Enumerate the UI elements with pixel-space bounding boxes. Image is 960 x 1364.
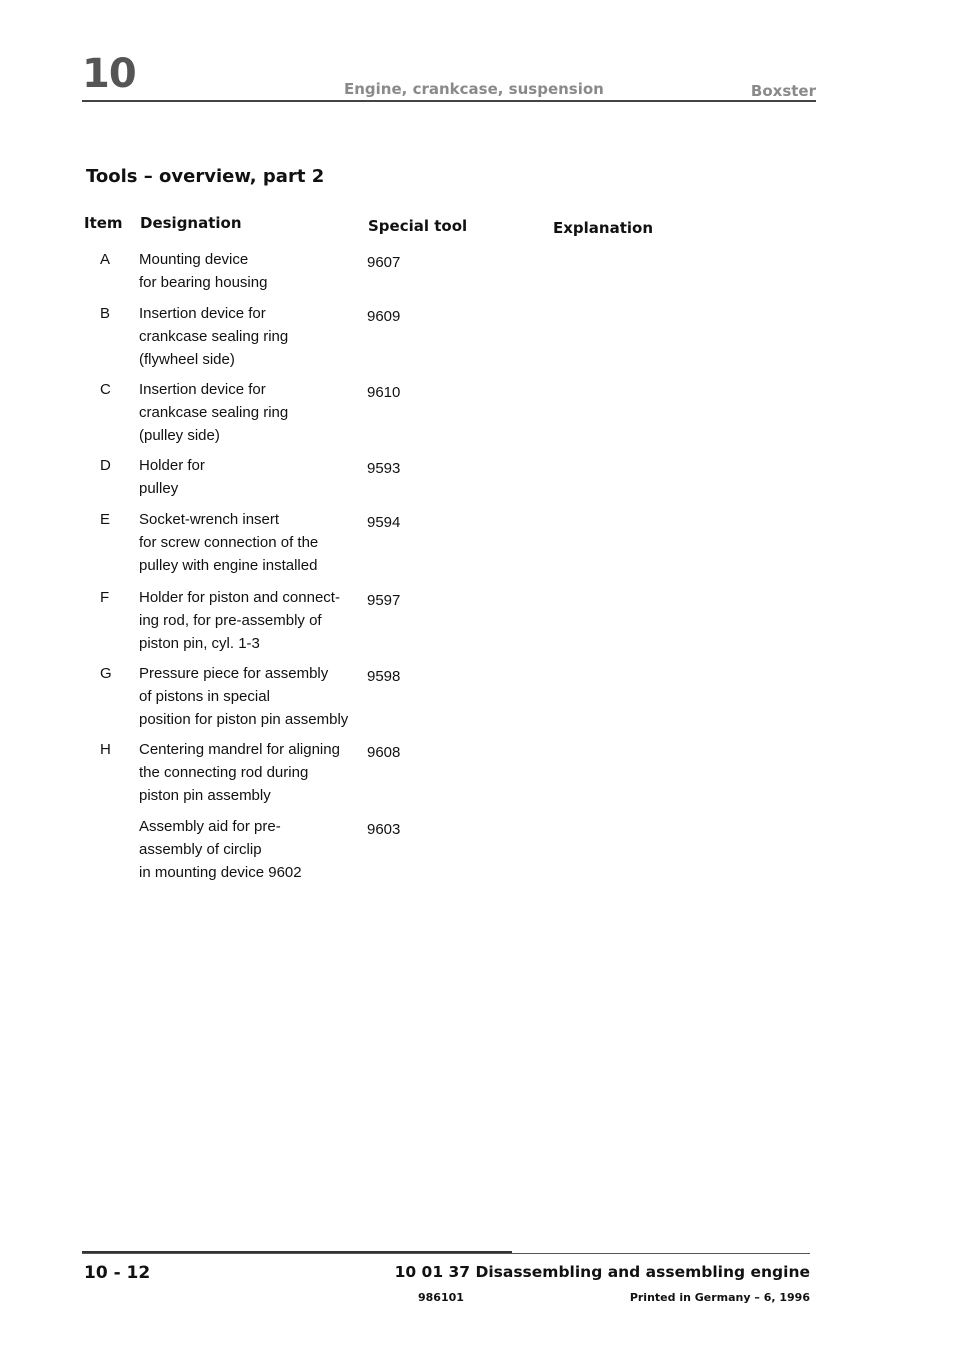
designation-line: of pistons in special — [139, 688, 270, 705]
designation-line: pulley — [139, 480, 179, 497]
designation-line: (flywheel side) — [139, 351, 235, 368]
row-special-tool: 9608 — [367, 744, 401, 761]
row-item-letter: E — [100, 511, 111, 528]
row-item-letter: H — [100, 741, 111, 758]
designation-line: crankcase sealing ring — [139, 404, 289, 421]
footer-rule — [82, 1253, 810, 1254]
row-special-tool: 9597 — [367, 592, 401, 609]
row-item-letter: F — [100, 589, 110, 606]
designation-line: the connecting rod during — [139, 764, 309, 781]
chapter-subject: Engine, crankcase, suspension — [344, 80, 604, 98]
row-designation — [139, 662, 359, 731]
header-rule — [82, 100, 816, 102]
section-title: 10 01 37 Disassembling and assembling engine — [394, 1263, 810, 1281]
row-special-tool: 9607 — [367, 254, 401, 271]
row-designation — [139, 378, 359, 447]
designation-line: pulley with engine installed — [139, 557, 318, 574]
page-header — [82, 52, 816, 106]
page-number: 10 - 12 — [84, 1263, 151, 1283]
vehicle-model: Boxster — [750, 82, 816, 100]
row-item-letter: D — [100, 457, 111, 474]
designation-line: Holder for piston and connect- — [139, 589, 340, 606]
designation-line: for screw connection of the — [139, 534, 319, 551]
row-designation — [139, 302, 359, 371]
column-header-item: Item — [84, 214, 123, 232]
designation-line: crankcase sealing ring — [139, 328, 289, 345]
designation-line: Socket-wrench insert — [139, 511, 280, 528]
row-special-tool: 9603 — [367, 821, 401, 838]
row-designation — [139, 248, 359, 294]
column-header-special-tool: Special tool — [368, 217, 468, 235]
designation-line: piston pin, cyl. 1-3 — [139, 635, 260, 652]
page-title: Tools – overview, part 2 — [86, 166, 325, 187]
row-designation — [139, 815, 359, 884]
print-info: Printed in Germany – 6, 1996 — [629, 1291, 810, 1304]
row-designation — [139, 508, 359, 577]
row-special-tool: 9594 — [367, 514, 401, 531]
row-item-letter: G — [100, 665, 112, 682]
column-header-explanation: Explanation — [553, 219, 654, 237]
row-special-tool: 9593 — [367, 460, 401, 477]
chapter-number: 10 — [82, 51, 136, 97]
designation-line: position for piston pin assembly — [139, 711, 349, 728]
designation-line: in mounting device 9602 — [139, 864, 302, 881]
designation-line: Holder for — [139, 457, 205, 474]
document-code: 986101 — [418, 1291, 464, 1304]
row-special-tool: 9598 — [367, 668, 401, 685]
row-special-tool: 9610 — [367, 384, 401, 401]
row-designation — [139, 738, 359, 807]
row-item-letter: A — [100, 251, 111, 268]
designation-line: Mounting device — [139, 251, 249, 268]
designation-line: ing rod, for pre-assembly of — [139, 612, 322, 629]
designation-line: Insertion device for — [139, 305, 266, 322]
designation-line: Centering mandrel for aligning — [139, 741, 340, 758]
column-header-designation: Designation — [140, 214, 242, 232]
designation-line: assembly of circlip — [139, 841, 262, 858]
row-designation — [139, 586, 359, 655]
designation-line: piston pin assembly — [139, 787, 271, 804]
designation-line: Pressure piece for assembly — [139, 665, 329, 682]
row-special-tool: 9609 — [367, 308, 401, 325]
designation-line: Insertion device for — [139, 381, 266, 398]
designation-line: Assembly aid for pre- — [139, 818, 281, 835]
designation-line: for bearing housing — [139, 274, 268, 291]
row-item-letter: C — [100, 381, 111, 398]
row-designation — [139, 454, 359, 500]
row-item-letter: B — [100, 305, 111, 322]
designation-line: (pulley side) — [139, 427, 220, 444]
